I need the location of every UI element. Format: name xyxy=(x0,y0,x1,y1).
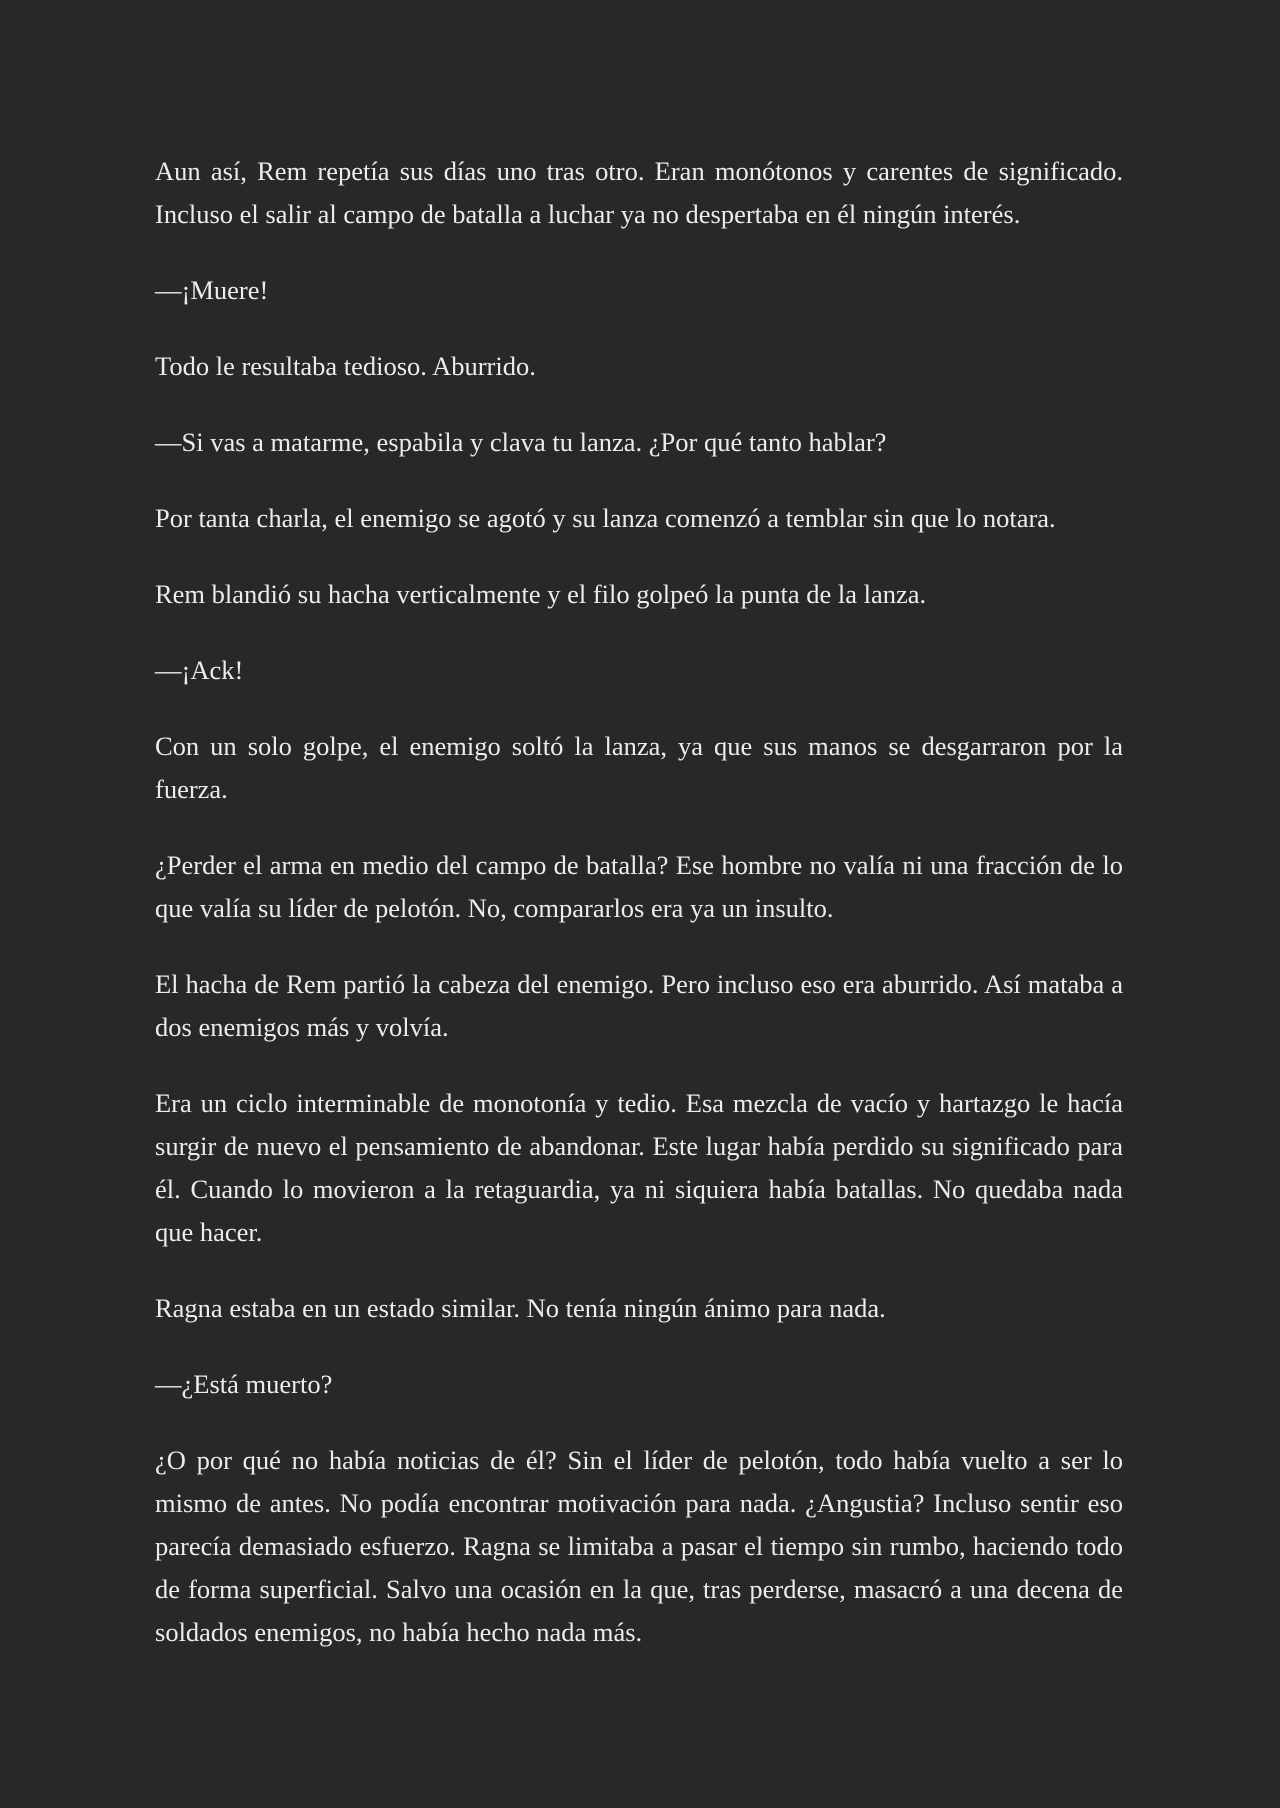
paragraph: Rem blandió su hacha verticalmente y el filo golpeó la punta de la lanza. xyxy=(155,579,927,609)
paragraph: ¿O por qué no había noticias de él? Sin el líder de pelotón, todo había vuelto a ser lo mismo de antes. No podía encontrar motivación para nada. ¿Angustia? Incluso sentir eso parecía demasiado esfuerzo. Ragna se limitaba a pasar el tiempo sin rumbo, haciendo todo de forma superficial. Salvo una ocasión en la que, tras perderse, masacró a una decena de soldados enemigos, no había hecho nada más. xyxy=(155,1445,1123,1647)
dialogue-line: —Si vas a matarme, espabila y clava tu lanza. ¿Por qué tanto hablar? xyxy=(155,427,887,457)
paragraph: Aun así, Rem repetía sus días uno tras otro. Eran monótonos y carentes de significado. Incluso el salir al campo de batalla a luchar ya no despertaba en él ningún interés. xyxy=(155,156,1123,229)
dialogue-line: —¡Muere! xyxy=(155,275,269,305)
dialogue-line: —¡Ack! xyxy=(155,655,244,685)
paragraph: Ragna estaba en un estado similar. No tenía ningún ánimo para nada. xyxy=(155,1293,886,1323)
paragraph: Era un ciclo interminable de monotonía y tedio. Esa mezcla de vacío y hartazgo le hacía surgir de nuevo el pensamiento de abandonar. Este lugar había perdido su significado para él. Cuando lo movieron a la retaguardia, ya ni siquiera había batallas. No quedaba nada que hacer. xyxy=(155,1088,1123,1247)
paragraph: Todo le resultaba tedioso. Aburrido. xyxy=(155,351,536,381)
dialogue-line: —¿Está muerto? xyxy=(155,1369,333,1399)
paragraph: Con un solo golpe, el enemigo soltó la lanza, ya que sus manos se desgarraron por la fuerza. xyxy=(155,731,1123,804)
paragraph: ¿Perder el arma en medio del campo de batalla? Ese hombre no valía ni una fracción de lo que valía su líder de pelotón. No, compararlos era ya un insulto. xyxy=(155,850,1123,923)
text-body xyxy=(155,150,1123,1654)
paragraph: El hacha de Rem partió la cabeza del enemigo. Pero incluso eso era aburrido. Así mataba a dos enemigos más y volvía. xyxy=(155,969,1123,1042)
paragraph: Por tanta charla, el enemigo se agotó y su lanza comenzó a temblar sin que lo notara. xyxy=(155,503,1056,533)
